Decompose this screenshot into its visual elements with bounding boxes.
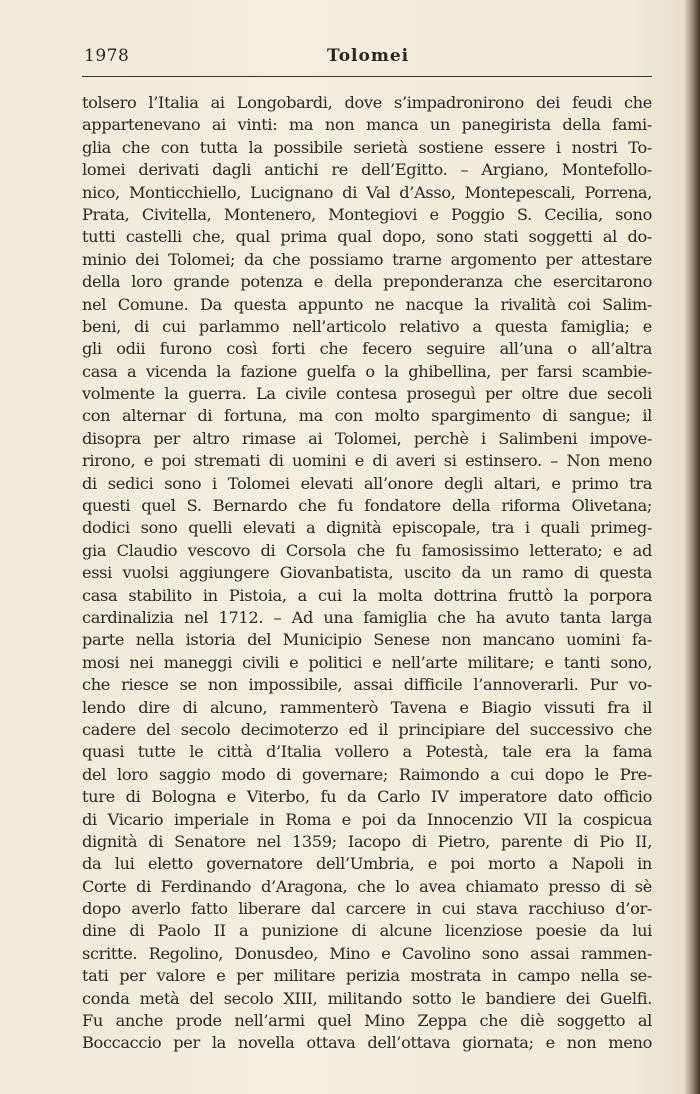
text-line: rirono, e poi stremati di uomini e di averi si estinsero. – Non meno: [82, 451, 652, 471]
text-line: beni, di cui parlammo nell’articolo relativo a questa famiglia; e: [82, 316, 652, 336]
text-line: scritte. Regolino, Donusdeo, Mino e Cavolino sono assai rammen-: [82, 943, 652, 963]
text-line: glia che con tutta la possibile serietà sostiene essere i nostri To-: [82, 137, 652, 157]
text-line: del loro saggio modo di governare; Raimondo a cui dopo le Pre-: [82, 764, 652, 784]
text-line: nico, Monticchiello, Lucignano di Val d’Asso, Montepescali, Porrena,: [82, 182, 652, 202]
text-line: con alternar di fortuna, ma con molto spargimento di sangue; il: [82, 406, 652, 426]
text-line: Fu anche prode nell’armi quel Mino Zeppa che diè soggetto al: [82, 1011, 652, 1031]
text-line: lomei derivati dagli antichi re dell’Egitto. – Argiano, Montefollo-: [82, 160, 652, 180]
text-line: casa stabilito in Pistoia, a cui la molta dottrina fruttò la porpora: [82, 585, 652, 605]
text-line: essi vuolsi aggiungere Giovanbatista, uscito da un ramo di questa: [82, 563, 652, 583]
text-line: ture di Bologna e Viterbo, fu da Carlo IV imperatore dato officio: [82, 787, 652, 807]
page-edge-shadow: [684, 0, 700, 1094]
text-line: tati per valore e per militare perizia mostrata in campo nella se-: [82, 966, 652, 986]
text-line: gia Claudio vescovo di Corsola che fu famosissimo letterato; e ad: [82, 540, 652, 560]
text-line: nel Comune. Da questa appunto ne nacque la rivalità coi Salim-: [82, 294, 652, 314]
text-line: cardinalizia nel 1712. – Ad una famiglia che ha avuto tanta larga: [82, 607, 652, 627]
text-line: di sedici sono i Tolomei elevati all’onore degli altari, e primo tra: [82, 473, 652, 493]
text-line: dignità di Senatore nel 1359; Iacopo di Pietro, parente di Pio II,: [82, 831, 652, 851]
page-number: 1978: [84, 46, 130, 66]
text-line: mosi nei maneggi civili e politici e nell’arte militare; e tanti sono,: [82, 652, 652, 672]
text-line: dine di Paolo II a punizione di alcune licenziose poesie da lui: [82, 921, 652, 941]
text-line: questi quel S. Bernardo che fu fondatore della riforma Olivetana;: [82, 496, 652, 516]
body-text: [82, 92, 652, 1055]
text-line: Boccaccio per la novella ottava dell’ottava giornata; e non meno: [82, 1033, 652, 1053]
text-line: lendo dire di alcuno, rammenterò Tavena e Biagio vissuti fra il: [82, 697, 652, 717]
text-line: della loro grande potenza e della preponderanza che esercitarono: [82, 272, 652, 292]
text-line: Prata, Civitella, Montenero, Montegiovi e Poggio S. Cecilia, sono: [82, 204, 652, 224]
text-line: cadere del secolo decimoterzo ed il principiare del successivo che: [82, 719, 652, 739]
text-line: di Vicario imperiale in Roma e poi da Innocenzio VII la cospicua: [82, 809, 652, 829]
text-line: casa a vicenda la fazione guelfa o la ghibellina, per farsi scambie-: [82, 361, 652, 381]
text-line: Corte di Ferdinando d’Aragona, che lo avea chiamato presso di sè: [82, 876, 652, 896]
text-line: tutti castelli che, qual prima qual dopo, sono stati soggetti al do-: [82, 227, 652, 247]
text-line: volmente la guerra. La civile contesa proseguì per oltre due secoli: [82, 384, 652, 404]
text-line: da lui eletto governatore dell’Umbria, e poi morto a Napoli in: [82, 854, 652, 874]
text-line: conda metà del secolo XIII, militando sotto le bandiere dei Guelfi.: [82, 988, 652, 1008]
text-line: appartenevano ai vinti: ma non manca un panegirista della fami-: [82, 115, 652, 135]
text-line: quasi tutte le città d’Italia vollero a Potestà, tale era la fama: [82, 742, 652, 762]
text-line: tolsero l’Italia ai Longobardi, dove s’impadronirono dei feudi che: [82, 93, 652, 112]
text-line: gli odii furono così forti che fecero seguire all’una o all’altra: [82, 339, 652, 359]
text-line: disopra per altro rimase ai Tolomei, perchè i Salimbeni impove-: [82, 428, 652, 448]
text-line: che riesce se non impossibile, assai difficile l’annoverarli. Pur vo-: [82, 675, 652, 695]
text-line: dodici sono quelli elevati a dignità episcopale, tra i quali primeg-: [82, 518, 652, 538]
running-title: Tolomei: [327, 46, 410, 66]
text-line: parte nella istoria del Municipio Senese non mancano uomini fa-: [82, 630, 652, 650]
page-header: [82, 44, 652, 77]
text-line: minio dei Tolomei; da che possiamo trarne argomento per attestare: [82, 249, 652, 269]
text-line: dopo averlo fatto liberare dal carcere in cui stava racchiuso d’or-: [82, 899, 652, 919]
